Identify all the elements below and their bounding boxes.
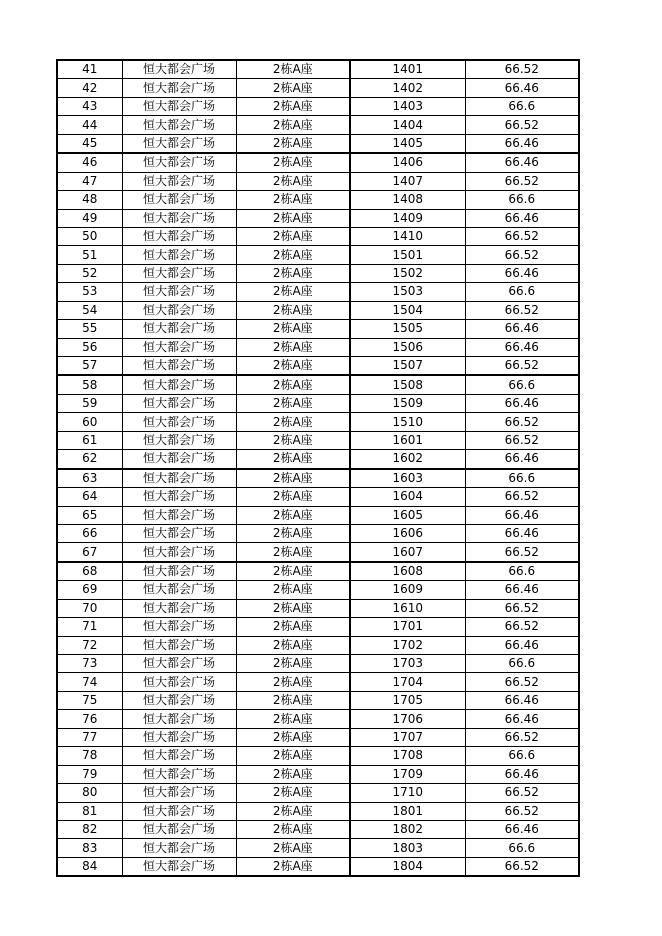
room-cell: 1710 — [350, 784, 465, 802]
room-cell: 1803 — [350, 839, 465, 857]
room-cell: 1604 — [350, 488, 465, 506]
building-cell: 2栋A座 — [236, 60, 350, 79]
row-index-cell: 78 — [57, 747, 122, 765]
table-row — [57, 488, 579, 506]
room-cell: 1706 — [350, 710, 465, 728]
row-index-cell: 52 — [57, 264, 122, 282]
row-index-cell: 57 — [57, 357, 122, 376]
project-cell: 恒大都会广场 — [122, 227, 236, 245]
row-index-cell: 83 — [57, 839, 122, 857]
area-cell: 66.6 — [465, 97, 579, 115]
room-cell: 1504 — [350, 301, 465, 319]
row-index-cell: 75 — [57, 691, 122, 709]
project-cell: 恒大都会广场 — [122, 172, 236, 190]
area-cell: 66.52 — [465, 116, 579, 134]
table-row — [57, 246, 579, 264]
row-index-cell: 82 — [57, 820, 122, 838]
data-table — [56, 59, 580, 877]
project-cell: 恒大都会广场 — [122, 357, 236, 376]
row-index-cell: 48 — [57, 191, 122, 209]
row-index-cell: 47 — [57, 172, 122, 190]
area-cell: 66.6 — [465, 375, 579, 394]
area-cell: 66.46 — [465, 320, 579, 338]
row-index-cell: 80 — [57, 784, 122, 802]
area-cell: 66.52 — [465, 227, 579, 245]
building-cell: 2栋A座 — [236, 784, 350, 802]
project-cell: 恒大都会广场 — [122, 413, 236, 431]
project-cell: 恒大都会广场 — [122, 655, 236, 673]
area-cell: 66.46 — [465, 506, 579, 524]
building-cell: 2栋A座 — [236, 320, 350, 338]
area-cell: 66.46 — [465, 710, 579, 728]
row-index-cell: 45 — [57, 134, 122, 153]
project-cell: 恒大都会广场 — [122, 524, 236, 542]
project-cell: 恒大都会广场 — [122, 450, 236, 469]
table-row — [57, 691, 579, 709]
area-cell: 66.6 — [465, 469, 579, 488]
project-cell: 恒大都会广场 — [122, 320, 236, 338]
area-cell: 66.46 — [465, 394, 579, 412]
project-cell: 恒大都会广场 — [122, 543, 236, 562]
area-cell: 66.52 — [465, 413, 579, 431]
row-index-cell: 44 — [57, 116, 122, 134]
area-cell: 66.52 — [465, 488, 579, 506]
room-cell: 1505 — [350, 320, 465, 338]
row-index-cell: 66 — [57, 524, 122, 542]
project-cell: 恒大都会广场 — [122, 710, 236, 728]
area-cell: 66.52 — [465, 802, 579, 820]
table-row — [57, 264, 579, 282]
table-row — [57, 710, 579, 728]
row-index-cell: 51 — [57, 246, 122, 264]
building-cell: 2栋A座 — [236, 301, 350, 319]
area-cell: 66.6 — [465, 839, 579, 857]
table-row — [57, 394, 579, 412]
room-cell: 1607 — [350, 543, 465, 562]
project-cell: 恒大都会广场 — [122, 338, 236, 356]
row-index-cell: 73 — [57, 655, 122, 673]
building-cell: 2栋A座 — [236, 673, 350, 691]
project-cell: 恒大都会广场 — [122, 394, 236, 412]
building-cell: 2栋A座 — [236, 394, 350, 412]
row-index-cell: 68 — [57, 562, 122, 581]
table-row — [57, 839, 579, 857]
table-row — [57, 524, 579, 542]
area-cell: 66.46 — [465, 338, 579, 356]
row-index-cell: 62 — [57, 450, 122, 469]
building-cell: 2栋A座 — [236, 618, 350, 636]
building-cell: 2栋A座 — [236, 710, 350, 728]
table-row — [57, 655, 579, 673]
row-index-cell: 55 — [57, 320, 122, 338]
row-index-cell: 84 — [57, 857, 122, 876]
project-cell: 恒大都会广场 — [122, 820, 236, 838]
area-cell: 66.52 — [465, 60, 579, 79]
room-cell: 1508 — [350, 375, 465, 394]
project-cell: 恒大都会广场 — [122, 857, 236, 876]
project-cell: 恒大都会广场 — [122, 191, 236, 209]
room-cell: 1510 — [350, 413, 465, 431]
project-cell: 恒大都会广场 — [122, 283, 236, 301]
building-cell: 2栋A座 — [236, 543, 350, 562]
room-cell: 1707 — [350, 728, 465, 746]
building-cell: 2栋A座 — [236, 134, 350, 153]
row-index-cell: 58 — [57, 375, 122, 394]
table-row — [57, 431, 579, 449]
table-body — [57, 60, 579, 876]
row-index-cell: 61 — [57, 431, 122, 449]
project-cell: 恒大都会广场 — [122, 673, 236, 691]
project-cell: 恒大都会广场 — [122, 60, 236, 79]
building-cell: 2栋A座 — [236, 581, 350, 599]
area-cell: 66.52 — [465, 431, 579, 449]
table-row — [57, 375, 579, 394]
project-cell: 恒大都会广场 — [122, 506, 236, 524]
row-index-cell: 46 — [57, 153, 122, 172]
table-row — [57, 673, 579, 691]
table-row — [57, 581, 579, 599]
table-row — [57, 357, 579, 376]
room-cell: 1409 — [350, 209, 465, 227]
room-cell: 1404 — [350, 116, 465, 134]
room-cell: 1403 — [350, 97, 465, 115]
building-cell: 2栋A座 — [236, 431, 350, 449]
area-cell: 66.46 — [465, 636, 579, 654]
building-cell: 2栋A座 — [236, 562, 350, 581]
project-cell: 恒大都会广场 — [122, 747, 236, 765]
room-cell: 1705 — [350, 691, 465, 709]
project-cell: 恒大都会广场 — [122, 562, 236, 581]
building-cell: 2栋A座 — [236, 857, 350, 876]
project-cell: 恒大都会广场 — [122, 784, 236, 802]
building-cell: 2栋A座 — [236, 413, 350, 431]
row-index-cell: 42 — [57, 79, 122, 97]
building-cell: 2栋A座 — [236, 172, 350, 190]
project-cell: 恒大都会广场 — [122, 153, 236, 172]
table-row — [57, 747, 579, 765]
area-cell: 66.46 — [465, 450, 579, 469]
room-cell: 1804 — [350, 857, 465, 876]
project-cell: 恒大都会广场 — [122, 209, 236, 227]
building-cell: 2栋A座 — [236, 97, 350, 115]
area-cell: 66.52 — [465, 857, 579, 876]
project-cell: 恒大都会广场 — [122, 469, 236, 488]
table-row — [57, 320, 579, 338]
table-row — [57, 227, 579, 245]
building-cell: 2栋A座 — [236, 209, 350, 227]
building-cell: 2栋A座 — [236, 191, 350, 209]
table-row — [57, 116, 579, 134]
building-cell: 2栋A座 — [236, 227, 350, 245]
building-cell: 2栋A座 — [236, 655, 350, 673]
room-cell: 1507 — [350, 357, 465, 376]
row-index-cell: 49 — [57, 209, 122, 227]
row-index-cell: 43 — [57, 97, 122, 115]
area-cell: 66.52 — [465, 599, 579, 617]
table-row — [57, 134, 579, 153]
area-cell: 66.46 — [465, 581, 579, 599]
room-cell: 1608 — [350, 562, 465, 581]
area-cell: 66.52 — [465, 673, 579, 691]
project-cell: 恒大都会广场 — [122, 728, 236, 746]
building-cell: 2栋A座 — [236, 636, 350, 654]
project-cell: 恒大都会广场 — [122, 79, 236, 97]
building-cell: 2栋A座 — [236, 283, 350, 301]
room-cell: 1609 — [350, 581, 465, 599]
area-cell: 66.52 — [465, 543, 579, 562]
area-cell: 66.6 — [465, 562, 579, 581]
project-cell: 恒大都会广场 — [122, 116, 236, 134]
project-cell: 恒大都会广场 — [122, 134, 236, 153]
row-index-cell: 50 — [57, 227, 122, 245]
building-cell: 2栋A座 — [236, 246, 350, 264]
building-cell: 2栋A座 — [236, 839, 350, 857]
room-cell: 1410 — [350, 227, 465, 245]
room-cell: 1703 — [350, 655, 465, 673]
building-cell: 2栋A座 — [236, 153, 350, 172]
area-cell: 66.52 — [465, 246, 579, 264]
row-index-cell: 70 — [57, 599, 122, 617]
building-cell: 2栋A座 — [236, 802, 350, 820]
area-cell: 66.52 — [465, 301, 579, 319]
area-cell: 66.52 — [465, 618, 579, 636]
building-cell: 2栋A座 — [236, 506, 350, 524]
table-row — [57, 172, 579, 190]
table-row — [57, 191, 579, 209]
room-cell: 1405 — [350, 134, 465, 153]
row-index-cell: 71 — [57, 618, 122, 636]
table-row — [57, 450, 579, 469]
building-cell: 2栋A座 — [236, 765, 350, 783]
project-cell: 恒大都会广场 — [122, 264, 236, 282]
building-cell: 2栋A座 — [236, 747, 350, 765]
row-index-cell: 60 — [57, 413, 122, 431]
table-row — [57, 543, 579, 562]
room-cell: 1702 — [350, 636, 465, 654]
area-cell: 66.52 — [465, 784, 579, 802]
building-cell: 2栋A座 — [236, 264, 350, 282]
table-row — [57, 506, 579, 524]
row-index-cell: 69 — [57, 581, 122, 599]
area-cell: 66.46 — [465, 153, 579, 172]
room-cell: 1503 — [350, 283, 465, 301]
table-row — [57, 562, 579, 581]
room-cell: 1602 — [350, 450, 465, 469]
area-cell: 66.46 — [465, 820, 579, 838]
project-cell: 恒大都会广场 — [122, 691, 236, 709]
room-cell: 1802 — [350, 820, 465, 838]
row-index-cell: 76 — [57, 710, 122, 728]
room-cell: 1708 — [350, 747, 465, 765]
building-cell: 2栋A座 — [236, 450, 350, 469]
room-cell: 1610 — [350, 599, 465, 617]
project-cell: 恒大都会广场 — [122, 618, 236, 636]
table-row — [57, 728, 579, 746]
building-cell: 2栋A座 — [236, 116, 350, 134]
room-cell: 1401 — [350, 60, 465, 79]
area-cell: 66.46 — [465, 765, 579, 783]
room-cell: 1406 — [350, 153, 465, 172]
area-cell: 66.52 — [465, 172, 579, 190]
row-index-cell: 56 — [57, 338, 122, 356]
room-cell: 1407 — [350, 172, 465, 190]
room-cell: 1605 — [350, 506, 465, 524]
building-cell: 2栋A座 — [236, 375, 350, 394]
area-cell: 66.52 — [465, 728, 579, 746]
building-cell: 2栋A座 — [236, 599, 350, 617]
room-cell: 1801 — [350, 802, 465, 820]
table-row — [57, 301, 579, 319]
row-index-cell: 81 — [57, 802, 122, 820]
table-row — [57, 784, 579, 802]
table-row — [57, 857, 579, 876]
row-index-cell: 63 — [57, 469, 122, 488]
project-cell: 恒大都会广场 — [122, 802, 236, 820]
row-index-cell: 53 — [57, 283, 122, 301]
table-row — [57, 599, 579, 617]
area-cell: 66.46 — [465, 524, 579, 542]
row-index-cell: 54 — [57, 301, 122, 319]
project-cell: 恒大都会广场 — [122, 765, 236, 783]
project-cell: 恒大都会广场 — [122, 636, 236, 654]
area-cell: 66.6 — [465, 747, 579, 765]
room-cell: 1408 — [350, 191, 465, 209]
table-row — [57, 338, 579, 356]
row-index-cell: 65 — [57, 506, 122, 524]
table-row — [57, 413, 579, 431]
project-cell: 恒大都会广场 — [122, 431, 236, 449]
table-row — [57, 97, 579, 115]
building-cell: 2栋A座 — [236, 524, 350, 542]
area-cell: 66.6 — [465, 191, 579, 209]
project-cell: 恒大都会广场 — [122, 839, 236, 857]
row-index-cell: 41 — [57, 60, 122, 79]
project-cell: 恒大都会广场 — [122, 488, 236, 506]
building-cell: 2栋A座 — [236, 338, 350, 356]
table-row — [57, 820, 579, 838]
area-cell: 66.46 — [465, 264, 579, 282]
table-row — [57, 209, 579, 227]
room-cell: 1709 — [350, 765, 465, 783]
area-cell: 66.46 — [465, 79, 579, 97]
table-row — [57, 60, 579, 79]
room-cell: 1603 — [350, 469, 465, 488]
table-row — [57, 153, 579, 172]
room-cell: 1506 — [350, 338, 465, 356]
project-cell: 恒大都会广场 — [122, 599, 236, 617]
row-index-cell: 72 — [57, 636, 122, 654]
project-cell: 恒大都会广场 — [122, 97, 236, 115]
building-cell: 2栋A座 — [236, 357, 350, 376]
table-row — [57, 469, 579, 488]
room-cell: 1704 — [350, 673, 465, 691]
room-cell: 1502 — [350, 264, 465, 282]
row-index-cell: 74 — [57, 673, 122, 691]
building-cell: 2栋A座 — [236, 488, 350, 506]
building-cell: 2栋A座 — [236, 79, 350, 97]
building-cell: 2栋A座 — [236, 728, 350, 746]
table-row — [57, 618, 579, 636]
room-cell: 1606 — [350, 524, 465, 542]
building-cell: 2栋A座 — [236, 820, 350, 838]
area-cell: 66.46 — [465, 134, 579, 153]
area-cell: 66.52 — [465, 357, 579, 376]
row-index-cell: 59 — [57, 394, 122, 412]
project-cell: 恒大都会广场 — [122, 246, 236, 264]
row-index-cell: 64 — [57, 488, 122, 506]
building-cell: 2栋A座 — [236, 469, 350, 488]
building-cell: 2栋A座 — [236, 691, 350, 709]
room-cell: 1501 — [350, 246, 465, 264]
row-index-cell: 67 — [57, 543, 122, 562]
table-row — [57, 636, 579, 654]
table-row — [57, 765, 579, 783]
table-row — [57, 283, 579, 301]
room-cell: 1402 — [350, 79, 465, 97]
room-cell: 1509 — [350, 394, 465, 412]
row-index-cell: 79 — [57, 765, 122, 783]
row-index-cell: 77 — [57, 728, 122, 746]
area-cell: 66.46 — [465, 209, 579, 227]
area-cell: 66.6 — [465, 655, 579, 673]
area-cell: 66.6 — [465, 283, 579, 301]
room-cell: 1601 — [350, 431, 465, 449]
area-cell: 66.46 — [465, 691, 579, 709]
project-cell: 恒大都会广场 — [122, 375, 236, 394]
room-cell: 1701 — [350, 618, 465, 636]
table-row — [57, 79, 579, 97]
project-cell: 恒大都会广场 — [122, 581, 236, 599]
table-row — [57, 802, 579, 820]
project-cell: 恒大都会广场 — [122, 301, 236, 319]
